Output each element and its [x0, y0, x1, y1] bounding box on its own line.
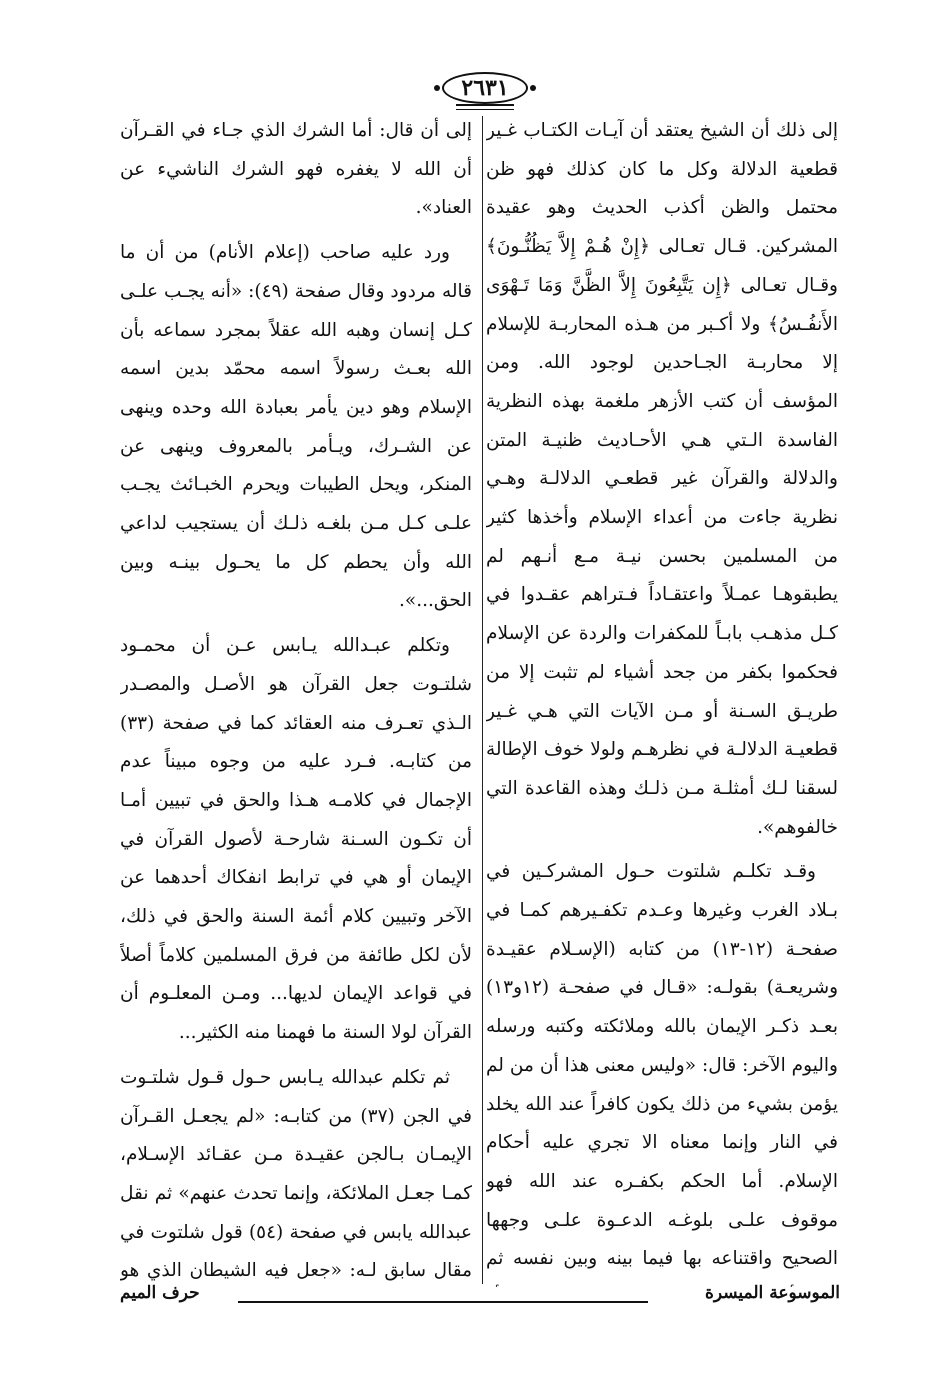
right-paragraph-2: وقـد تكلـم شلتوت حـول المشركـين في بـلاد الغرب وغيرها وعـدم تكفـيرهم كمـا في صفحـة (١٢-١٣) من كتابه (الإسـلام عقيـدة وشريعـة) بقولـه: «قـال في صفحـة (١٢و١٣) بعـد ذكـر الإيمان بالله وملائكته وكتبه ورسله واليوم الآخر: قال: «وليس معنى هذا أن من لم يؤمن بشيء من ذلك يكون كافراً عند الله يخلد في النار وإنما معناه الا تجري عليه أحكام الإسلام. أما الحكم بكفـره عند الله فهو موقوف علـى بلوغـه الدعـوة علـى وجهها الصحيح واقتناعه بها فيما بينه وبين نفسه ثم [486, 861, 838, 1270]
page-number-ornament [456, 104, 514, 110]
page-number: ٢٦٣١ [461, 75, 509, 101]
left-paragraph-2: ورد عليه صاحب (إعلام الأنام) من أن ما قاله مردود وقال صفحة (٤٩): «أنه يجـب علـى كـل إنسان وهبه الله عقلاً بمجرد سماعه بأن الله بعـث رسولاً اسمه محمّد بدين اسمه الإسلام وهو دين يأمر بعبادة الله وحده وينهى عن الشـرك، ويـأمر بالمعروف وينهى عن المنكر، ويحل الطيبات ويحرم الخبـائث يجـب علـى كـل مـن بلغـه ذلـك أن يستجيب لداعي الله وأن يحطم كل ما يحـول بينـه وبين الحق...». [120, 242, 472, 612]
left-column [120, 112, 472, 1287]
right-paragraph-1: إلى ذلك أن الشيخ يعتقد أن آيـات الكتـاب غـير قطعية الدلالة وكل ما كان كذلك فهو ظن محتمل والظن أكذب الحديث وهو عقيدة المشركين. قـال تعـالى ﴿إِنْ هُـمْ إِلاَّ يَظُنُّـونَ﴾ وقـال تعـالى ﴿إِن يَتَّبِعُونَ إِلاَّ الظَّنَّ وَمَا تَـهْوَى الأَنفُـسُ﴾ ولا أكـبر من هـذه المحاربـة للإسلام إلا محاربـة الجـاحدين لوجود الله. ومن المؤسف أن كتب الأزهر ملغمة بهذه النظرية الفاسدة الـتي هـي الأحـاديث ظنيـة المتن والدلالة والقرآن غير قطعـي الدلالـة وهـي نظرية جاءت من أعداء الإسلام وأخذها كثير من المسلمين بحسن نيـة مـع أنـهم لم يطبقوهـا عمـلاً واعتقـاداً فـتراهم عقـدوا في كـل مذهـب بابـاً للمكفرات والردة عن الإسلام فحكموا بكفر من جحد أشياء لم تثبت إلا من طريـق السـنة أو مـن الآيات التي هـي غـير قطعيـة الدلالـة في نظرهـم ولولا خوف الإطالة لسقنا لـك أمثلـة مـن ذلـك وهذه القاعدة التي خالفوهم». [486, 120, 838, 838]
footer-rule [238, 1301, 648, 1303]
page-number-badge [442, 72, 528, 104]
page-footer [120, 1283, 840, 1311]
left-paragraph-1: إلى أن قال: أما الشرك الذي جـاء في القـرآن أن الله لا يغفره فهو الشرك الناشيء عن العناد». [120, 120, 472, 219]
footer-letter-section: حرف الميم [120, 1283, 200, 1303]
right-column [486, 112, 838, 1287]
column-divider [482, 116, 483, 1284]
left-paragraph-4: ثم تكلم عبدالله يـابس حـول قـول شلتـوت في الجن (٣٧) من كتابـه: «لم يجعـل القـرآن الإيمـان بـالجن عقيـدة مـن عقـائد الإسـلام، كمـا جعـل الملائكة، وإنما تحدث عنهم» ثم نقل عبدالله يابس في صفحة (٥٤) قول شلتوت في مقال سابق لـه: «جعل فيه الشيطان الذي هو [120, 1066, 472, 1282]
footer-encyclopedia-title: الموسوعة الميسرة [704, 1283, 840, 1303]
text-columns [120, 112, 838, 1287]
page-header [0, 64, 933, 110]
left-paragraph-3: وتكلم عبـدالله يـابس عـن أن محمـود شلتـوت جعل القرآن هو الأصـل والمصـدر الـذي تعـرف منه العقائد كما في صفحة (٣٣) من كتابـه. فـرد عليه من وجوه مبيناً عدم الإجمال في كلامـه هـذا والحق في تبيين أمـا أن تكـون السـنة شارحـة لأصول القرآن في الإيمان أو هي في ترابط انفكاك أحدهما عن الآخر وتبيين كلام أئمة السنة والحق في ذلك، لأن لكل طائفة من فرق المسلمين كلاماً أصلاً في قواعد الإيمان لديها... ومـن المعلـوم أن القرآن لولا السنة ما فهمنا منه الكثير... [120, 635, 472, 1044]
